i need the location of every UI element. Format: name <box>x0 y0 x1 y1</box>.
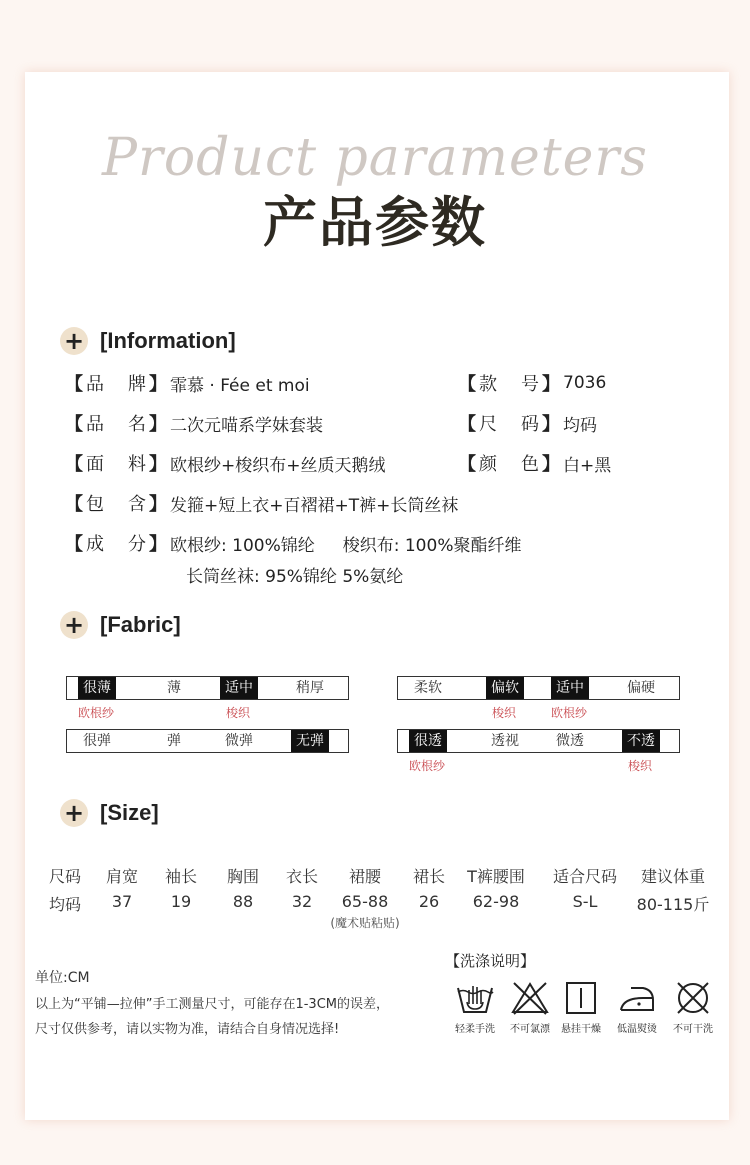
info-label: 成分 <box>86 534 146 555</box>
size-value: 32 <box>291 892 313 911</box>
fabric-option: 微弹 <box>225 733 253 749</box>
no-bleach-icon <box>510 980 550 1016</box>
fabric-note: 梭织 <box>491 706 516 720</box>
section-fabric <box>60 610 181 640</box>
size-header: 衣长 <box>285 867 318 886</box>
info-label: 颜色 <box>479 454 539 475</box>
info-label: 包含 <box>86 494 146 515</box>
fabric-scale-elasticity <box>66 729 349 753</box>
info-value: 霏慕 · Fée et moi <box>170 375 310 396</box>
size-header: 胸围 <box>226 867 259 886</box>
low-iron-icon <box>617 980 657 1016</box>
wash-label: 低温熨烫 <box>617 1024 657 1035</box>
info-value: 均码 <box>563 415 597 436</box>
wash-label: 不可干洗 <box>673 1024 713 1035</box>
size-value: 37 <box>111 892 133 911</box>
size-header: 肩宽 <box>105 867 138 886</box>
info-value: 梭织布: 100%聚酯纤维 <box>342 535 522 556</box>
low-iron <box>607 980 667 1035</box>
info-value: 发箍+短上衣+百褶裙+T裤+长筒丝袜 <box>170 495 459 516</box>
size-value: 62-98 <box>472 892 520 911</box>
no-dry-clean <box>663 980 723 1035</box>
section-size <box>60 798 159 828</box>
fabric-scale-softness <box>397 676 680 700</box>
size-header: 适合尺码 <box>552 867 617 886</box>
fabric-scale-thickness <box>66 676 349 700</box>
main-title: 产品参数 <box>263 191 487 254</box>
hang-dry <box>551 980 611 1035</box>
info-composition: 【 成分 】 欧根纱: 100%锦纶 梭织布: 100%聚酯纤维 <box>62 531 521 555</box>
fabric-option: 微透 <box>556 733 584 749</box>
size-header: 袖长 <box>164 867 197 886</box>
info-value: 二次元喵系学妹套装 <box>170 415 323 436</box>
plus-icon: + <box>60 327 88 355</box>
fabric-option: 适中 <box>220 677 258 699</box>
size-value: 88 <box>232 892 254 911</box>
fabric-option: 弹 <box>167 733 181 749</box>
size-header: 尺码 <box>48 867 81 886</box>
fabric-note: 梭织 <box>225 706 250 720</box>
wash-label: 悬挂干燥 <box>561 1024 601 1035</box>
info-value: 欧根纱: 100%锦纶 <box>170 535 315 556</box>
fabric-note: 梭织 <box>627 759 652 773</box>
washing-title: 【洗涤说明】 <box>445 952 536 970</box>
fabric-option: 很透 <box>409 730 447 752</box>
size-header: 建议体重 <box>640 867 705 886</box>
plus-icon: + <box>60 611 88 639</box>
hand-wash <box>445 980 505 1035</box>
fabric-option: 稍厚 <box>296 680 324 696</box>
fabric-option: 适中 <box>551 677 589 699</box>
info-value: 白+黑 <box>563 455 612 476</box>
fabric-scale-transparency <box>397 729 680 753</box>
size-value: 26 <box>418 892 440 911</box>
fabric-option: 薄 <box>167 680 181 696</box>
fabric-option: 很薄 <box>78 677 116 699</box>
hand-wash-icon <box>455 980 495 1016</box>
fabric-option: 偏硬 <box>627 680 655 696</box>
fabric-option: 柔软 <box>414 680 442 696</box>
fabric-note: 欧根纱 <box>408 759 445 773</box>
hang-dry-icon <box>561 980 601 1016</box>
plus-icon: + <box>60 799 88 827</box>
fabric-option: 透视 <box>491 733 519 749</box>
size-value: S-L <box>572 892 598 911</box>
info-includes: 【 包含 】 发箍+短上衣+百褶裙+T裤+长筒丝袜 <box>62 491 458 515</box>
info-value: 欧根纱+梭织布+丝质天鹅绒 <box>170 455 386 476</box>
section-title: [Size] <box>100 800 159 825</box>
info-label: 品牌 <box>86 374 146 395</box>
section-title: [Information] <box>100 328 236 353</box>
size-value: 65-88 <box>341 892 389 911</box>
info-color: 【 颜色 】 白+黑 <box>455 451 611 475</box>
wash-label: 不可氯漂 <box>510 1024 550 1035</box>
info-label: 品名 <box>86 414 146 435</box>
measure-note: 以上为“平铺—拉伸”手工测量尺寸，可能存在1-3CM的误差， <box>35 997 389 1012</box>
wash-label: 轻柔手洗 <box>455 1024 495 1035</box>
waist-note: (魔术贴粘贴) <box>330 916 400 930</box>
size-value: 19 <box>170 892 192 911</box>
info-brand: 【 品牌 】 霏慕 · Fée et moi <box>62 371 310 395</box>
reference-note: 尺寸仅供参考，请以实物为准，请结合自身情况选择! <box>35 1022 340 1037</box>
info-name: 【 品名 】 二次元喵系学妹套装 <box>62 411 323 435</box>
info-size: 【 尺码 】 均码 <box>455 411 597 435</box>
fabric-option: 偏软 <box>486 677 524 699</box>
fabric-option: 无弹 <box>291 730 329 752</box>
info-label: 款号 <box>479 374 539 395</box>
section-title: [Fabric] <box>100 612 181 637</box>
size-header: T裤腰围 <box>467 867 525 886</box>
fabric-option: 很弹 <box>83 733 111 749</box>
info-material: 【 面料 】 欧根纱+梭织布+丝质天鹅绒 <box>62 451 386 475</box>
script-title: Product parameters <box>102 128 648 188</box>
info-value: 长筒丝袜: 95%锦纶 5%氨纶 <box>186 566 404 587</box>
no-dry-clean-icon <box>673 980 713 1016</box>
info-label: 尺码 <box>479 414 539 435</box>
info-label: 面料 <box>86 454 146 475</box>
size-value: 均码 <box>48 895 81 914</box>
fabric-note: 欧根纱 <box>77 706 114 720</box>
info-style: 【 款号 】 7036 <box>455 371 606 395</box>
fabric-note: 欧根纱 <box>550 706 587 720</box>
size-value: 80-115斤 <box>636 895 710 914</box>
size-header: 裙腰 <box>348 867 381 886</box>
section-information <box>60 326 236 356</box>
fabric-option: 不透 <box>622 730 660 752</box>
info-composition-line2 <box>186 562 403 586</box>
size-header: 裙长 <box>412 867 445 886</box>
unit-note: 单位:CM <box>35 970 90 986</box>
info-value: 7036 <box>563 373 607 393</box>
